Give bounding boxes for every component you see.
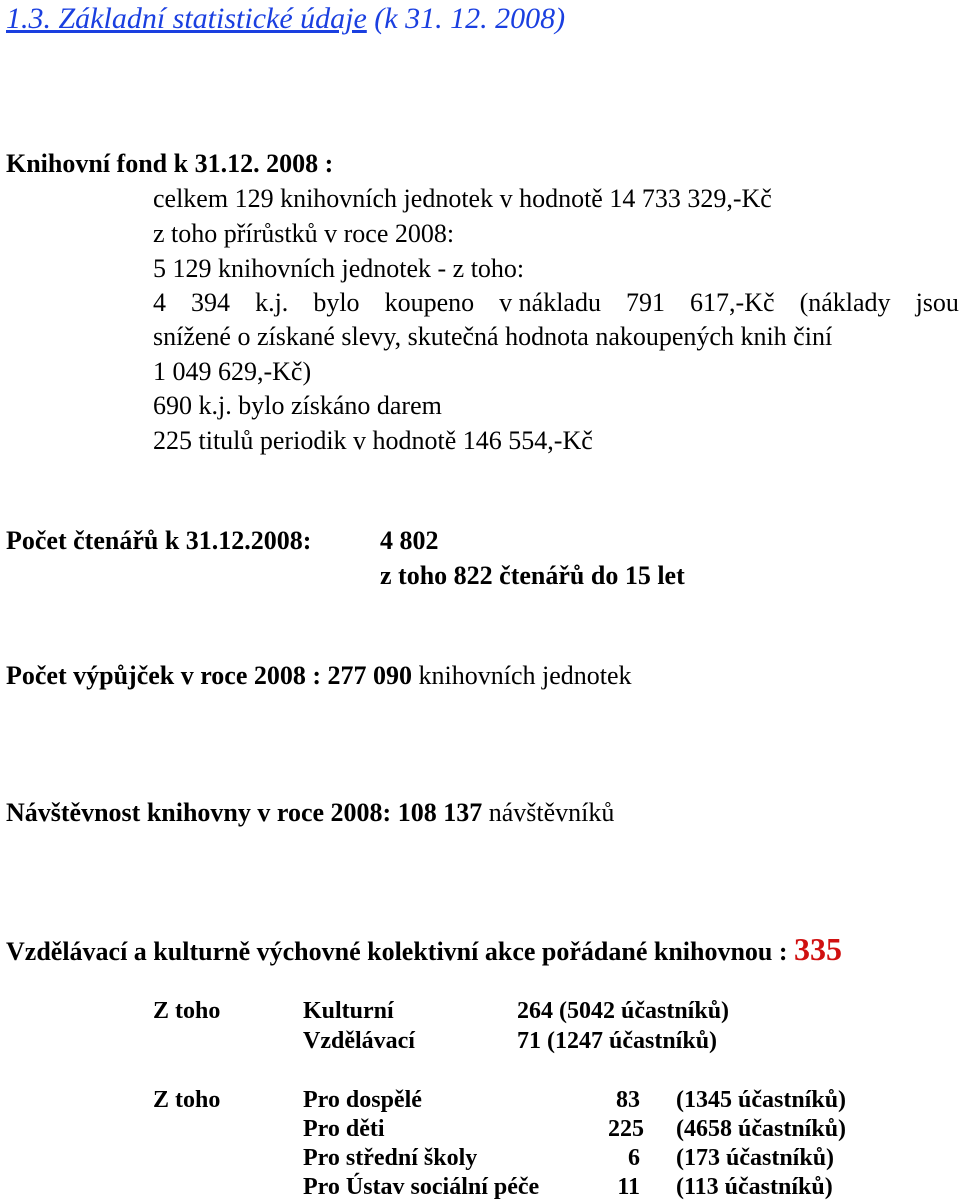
fond-additions-units: 5 129 knihovních jednotek - z toho: — [153, 254, 525, 283]
events-total: 335 — [794, 931, 843, 967]
word: 4 — [153, 288, 166, 317]
word: 394 — [191, 288, 231, 317]
audience-name: Pro Ústav sociální péče — [303, 1174, 540, 1200]
word: k.j. — [255, 288, 289, 317]
audience-participants: (1345 účastníků) — [676, 1087, 847, 1113]
audience-name: Pro děti — [303, 1116, 385, 1142]
word: bylo — [313, 288, 360, 317]
audience-name: Pro střední školy — [303, 1145, 478, 1171]
page-heading — [6, 0, 565, 38]
readers-value: 4 802 — [380, 526, 439, 555]
audience-participants: (113 účastníků) — [676, 1174, 833, 1200]
readers-label: Počet čtenářů k 31.12.2008: — [6, 526, 312, 555]
audience-count: 83 — [616, 1087, 640, 1113]
fond-periodicals: 225 titulů periodik v hodnotě 146 554,-Kč — [153, 426, 593, 455]
word: v nákladu — [499, 288, 601, 317]
word: jsou — [915, 288, 959, 317]
by-type-prefix: Z toho — [153, 998, 221, 1024]
fond-donated: 690 k.j. bylo získáno darem — [153, 391, 442, 420]
by-audience-prefix: Z toho — [153, 1087, 221, 1113]
heading-date: (k 31. 12. 2008) — [366, 2, 566, 35]
fond-title: Knihovní fond k 31.12. 2008 : — [6, 149, 334, 178]
readers-children: z toho 822 čtenářů do 15 let — [380, 561, 685, 590]
events-line — [6, 932, 842, 969]
by-type-detail: 71 (1247 účastníků) — [517, 1028, 718, 1054]
audience-name: Pro dospělé — [303, 1087, 422, 1113]
by-type-name: Kulturní — [303, 998, 394, 1024]
audience-count: 225 — [608, 1116, 644, 1142]
word: koupeno — [384, 288, 475, 317]
loans-line — [6, 659, 632, 693]
heading-link[interactable]: 1.3. Základní statistické údaje — [6, 2, 367, 35]
word: 617,-Kč — [690, 288, 775, 317]
visits-suffix: návštěvníků — [482, 798, 615, 827]
by-type-name: Vzdělávací — [303, 1028, 415, 1054]
visits-line — [6, 796, 614, 830]
fond-purchased-line1 — [153, 286, 959, 320]
word: 791 — [626, 288, 666, 317]
audience-participants: (4658 účastníků) — [676, 1116, 847, 1142]
audience-count: 6 — [628, 1145, 640, 1171]
by-type-detail: 264 (5042 účastníků) — [517, 998, 730, 1024]
fond-total: celkem 129 knihovních jednotek v hodnotě 14 733 329,-Kč — [153, 184, 772, 213]
audience-participants: (173 účastníků) — [676, 1145, 835, 1171]
word: (náklady — [799, 288, 891, 317]
fond-additions-intro: z toho přírůstků v roce 2008: — [153, 219, 455, 248]
loans-suffix: knihovních jednotek — [412, 661, 632, 690]
audience-count: 11 — [617, 1174, 640, 1200]
fond-purchased-line2: snížené o získané slevy, skutečná hodnota nakoupených knih činí — [153, 322, 833, 351]
fond-purchased-line3: 1 049 629,-Kč) — [153, 357, 312, 386]
visits-label: Návštěvnost knihovny v roce 2008: 108 137 — [6, 798, 483, 827]
loans-label: Počet výpůjček v roce 2008 : 277 090 — [6, 661, 413, 690]
events-label: Vzdělávací a kulturně výchovné kolektivní akce pořádané knihovnou : — [6, 937, 795, 966]
